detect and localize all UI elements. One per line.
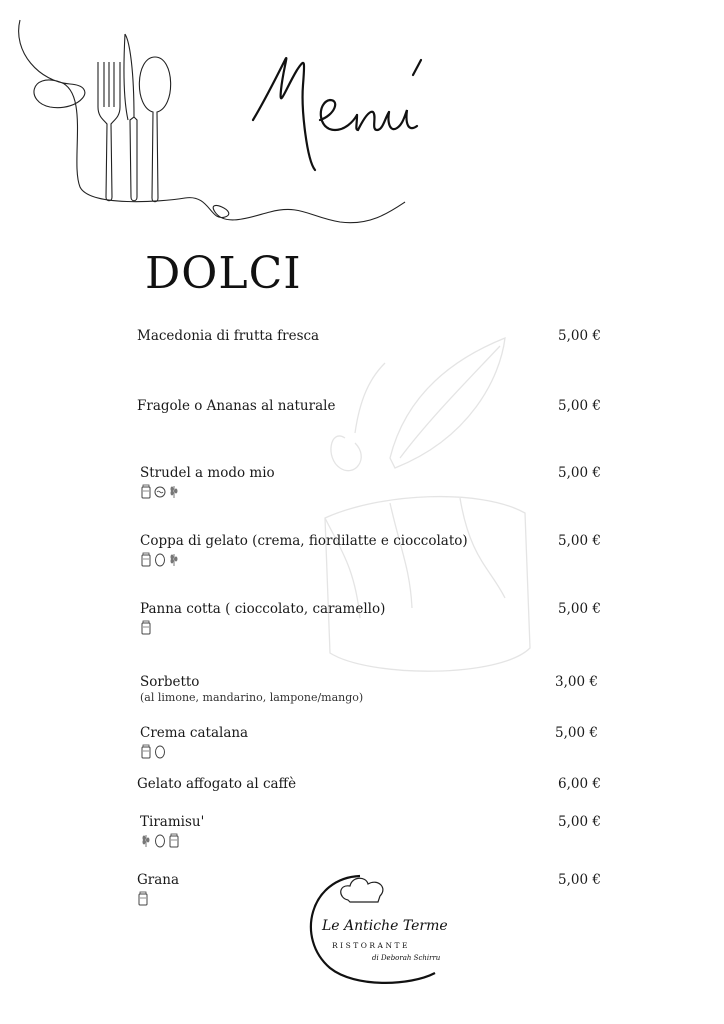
egg-icon [154,744,166,759]
item-price: 6,00 € [558,776,601,792]
item-name: Strudel a modo mio [140,465,275,481]
allergen-icons [140,551,607,567]
menu-title-script [245,30,505,200]
menu-item [140,465,607,499]
item-price: 5,00 € [558,814,601,830]
item-name: Macedonia di frutta fresca [137,328,320,344]
item-name: Grana [137,872,180,888]
allergen-icons [140,483,607,499]
item-note: (al limone, mandarino, lampone/mango) [140,691,364,704]
restaurant-logo [300,868,470,988]
menu-item [140,725,604,759]
milk-icon [140,620,152,635]
item-price: 5,00 € [558,872,601,888]
item-name: Gelato affogato al caffè [137,776,297,792]
wheat-icon [168,484,180,499]
allergen-icons [140,743,604,759]
wheat-icon [168,552,180,567]
item-price: 5,00 € [558,465,601,481]
item-price: 5,00 € [558,328,601,344]
item-name: Tiramisu' [140,814,205,830]
egg-icon [154,552,166,567]
allergen-icons [140,619,607,635]
milk-icon [140,744,152,759]
item-price: 3,00 € [555,674,598,690]
cake-watermark [300,318,560,698]
wheat-icon [140,833,152,848]
milk-icon [140,484,152,499]
milk-icon [137,891,149,906]
item-name: Coppa di gelato (crema, fiordilatte e cioccolato) [140,533,468,549]
menu-item [137,776,607,792]
menu-item [140,533,607,567]
item-price: 5,00 € [558,398,601,414]
menu-item [137,398,607,414]
menu-item [137,328,607,344]
item-name: Crema catalana [140,725,249,741]
svg-text:Le Antiche Terme: Le Antiche Terme [322,918,448,934]
item-price: 5,00 € [558,533,601,549]
item-price: 5,00 € [558,601,601,617]
menu-item [140,601,607,635]
item-name: Panna cotta ( cioccolato, caramello) [140,601,386,617]
svg-text:RISTORANTE: RISTORANTE [332,941,411,950]
menu-item [140,814,607,848]
item-name: Sorbetto [140,674,200,690]
svg-text:di Deborah Schirru: di Deborah Schirru [372,954,441,962]
milk-icon [168,833,180,848]
item-name: Fragole o Ananas al naturale [137,398,336,414]
chef-hat-icon [341,878,383,902]
item-price: 5,00 € [555,725,598,741]
milk-icon [140,552,152,567]
egg-icon [154,833,166,848]
nuts-icon [154,484,166,499]
section-title: DOLCI [145,248,302,299]
allergen-icons [140,832,607,848]
menu-item [140,674,604,704]
